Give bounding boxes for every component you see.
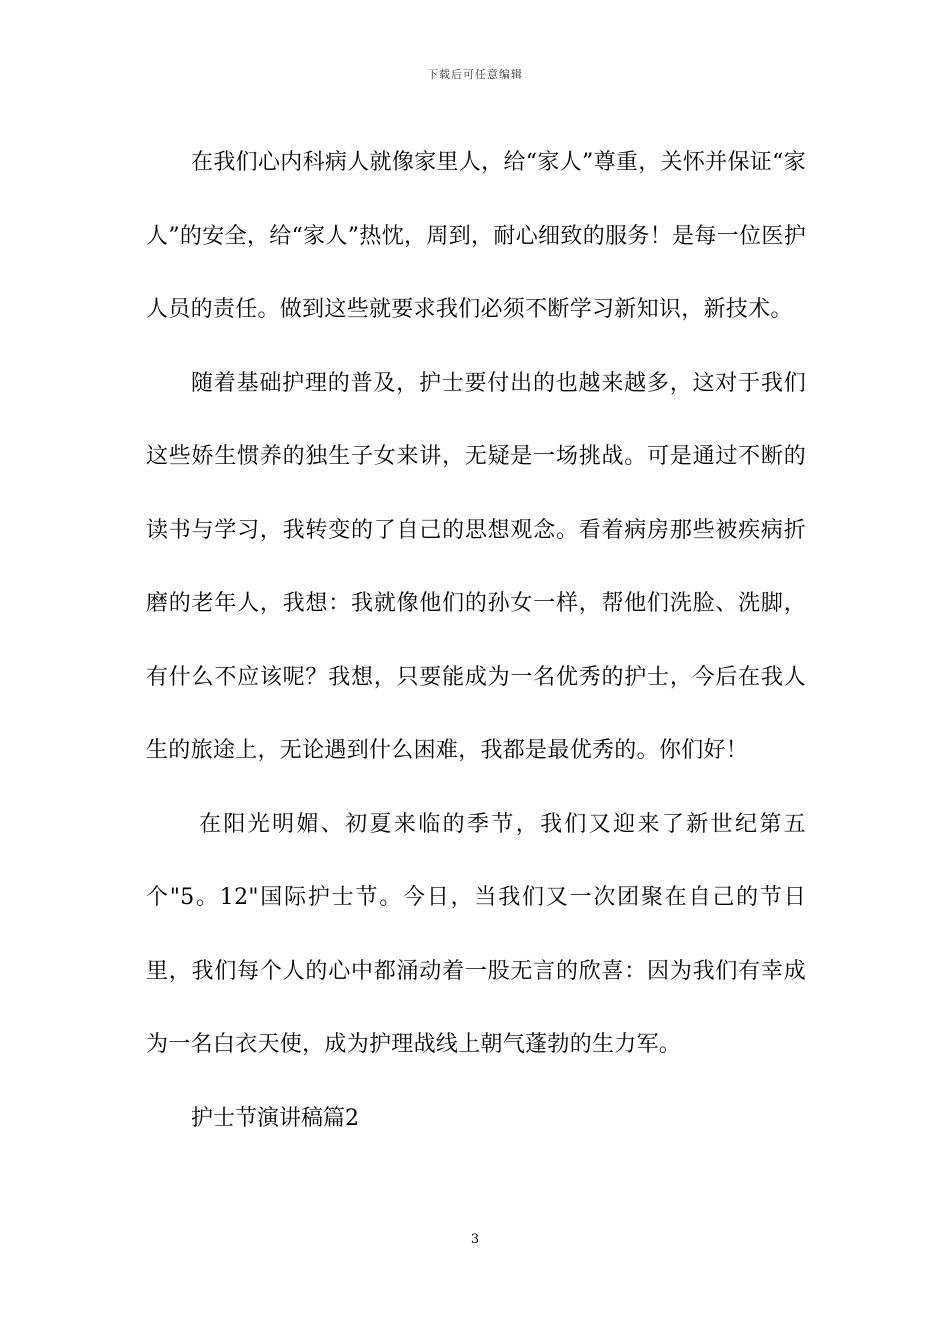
- document-body: [146, 126, 806, 1155]
- paragraph-3: 在阳光明媚、初夏来临的季节，我们又迎来了新世纪第五个"5。12"国际护士节。今日，当我们又一次团聚在自己的节日里，我们每个人的心中都涌动着一股无言的欣喜：因为我们有幸成为一名白衣天使，成为护理战线上朝气蓬勃的生力军。: [146, 811, 806, 1057]
- header-note: 下载后可任意编辑: [427, 68, 523, 81]
- paragraph-2: 随着基础护理的普及，护士要付出的也越来越多，这对于我们这些娇生惯养的独生子女来讲，无疑是一场挑战。可是通过不断的读书与学习，我转变的了自己的思想观念。看着病房那些被疾病折磨的老年人，我想：我就像他们的孙女一样，帮他们洗脸、洗脚，有什么不应该呢？我想，只要能成为一名优秀的护士，今后在我人生的旅途上，无论遇到什么困难，我都是最优秀的。你们好！: [146, 370, 806, 763]
- section-heading: 护士节演讲稿篇2: [191, 1105, 359, 1131]
- paragraph-1: 在我们心内科病人就像家里人，给“家人”尊重，关怀并保证“家人”的安全，给“家人”热忱，周到，耐心细致的服务！是每一位医护人员的责任。做到这些就要求我们必须不断学习新知识，新技术。: [146, 150, 806, 322]
- page-number: 3: [470, 1232, 480, 1247]
